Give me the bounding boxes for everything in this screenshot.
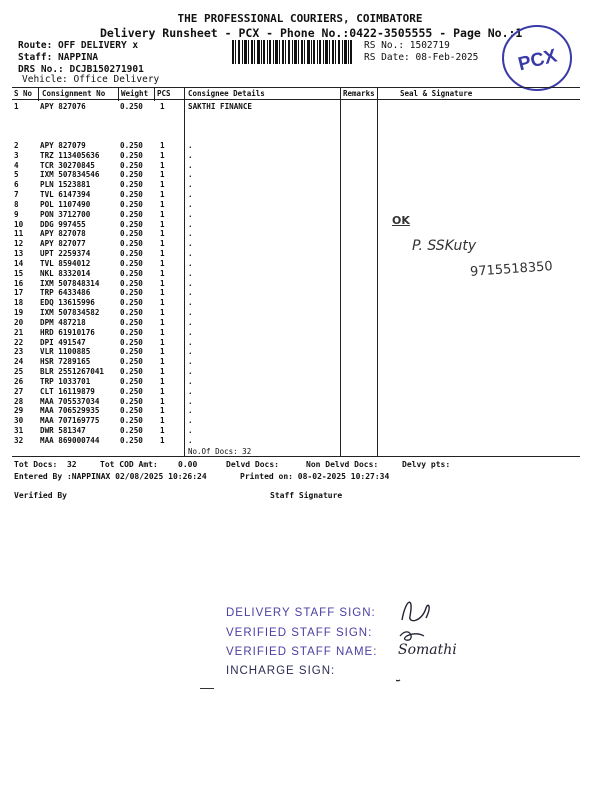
row-consignment: APY 827076 (40, 102, 86, 111)
staff-label: Staff: NAPPINA (18, 52, 99, 63)
table-row (0, 229, 600, 239)
row-weight: 0.250 (120, 190, 143, 200)
handwritten-phone: 9715518350 (469, 259, 554, 280)
row-consignee: . (188, 347, 193, 357)
row-weight: 0.250 (120, 416, 143, 426)
row-weight: 0.250 (120, 199, 143, 209)
row-sno: 19 (14, 308, 24, 318)
row-pcs: 1 (160, 347, 165, 357)
table-row (0, 436, 600, 446)
row-pcs: 1 (160, 258, 165, 268)
row-consignee: . (188, 376, 193, 386)
row-pcs: 1 (160, 170, 165, 180)
entered-by: Entered By :NAPPINAX 02/08/2025 10:26:24 (14, 472, 207, 481)
row-pcs: 1 (160, 298, 165, 308)
row-sno: 6 (14, 180, 19, 190)
col-weight: Weight (121, 89, 149, 98)
stamp-verified-staff-sign: VERIFIED STAFF SIGN: (226, 627, 373, 639)
table-row (0, 249, 600, 259)
table-row (0, 406, 600, 416)
row-pcs: 1 (160, 160, 165, 170)
row-consignment: TRP 1033701 (40, 376, 91, 386)
staff-signature: Staff Signature (270, 491, 343, 500)
row-pcs: 1 (160, 308, 165, 318)
row-consignee: . (188, 268, 193, 278)
table-row (0, 200, 600, 210)
row-weight: 0.250 (120, 239, 143, 249)
row-consignee: . (188, 308, 193, 318)
tot-docs: Tot Docs: 32 (14, 460, 77, 469)
table-row (0, 220, 600, 230)
row-weight: 0.250 (120, 249, 143, 259)
row-weight: 0.250 (120, 406, 143, 416)
table-row (0, 288, 600, 298)
row-weight: 0.250 (120, 288, 143, 298)
row-consignment: PLN 1523881 (40, 180, 91, 190)
col-consignee: Consignee Details (188, 89, 265, 98)
route-label: Route: OFF DELIVERY x (18, 40, 139, 51)
col-remarks: Remarks (343, 89, 375, 98)
row-pcs: 1 (160, 317, 165, 327)
row-consignee: . (188, 150, 193, 160)
row-sno: 5 (14, 170, 19, 180)
row-weight: 0.250 (120, 180, 143, 190)
table-bottom-rule (12, 456, 580, 457)
handwritten-signature: P. SSKuty (412, 238, 477, 254)
row-consignee: . (188, 239, 193, 249)
row-consignee: . (188, 199, 193, 209)
row-consignee: . (188, 141, 193, 150)
col-seal-signature: Seal & Signature (400, 89, 473, 98)
row-pcs: 1 (160, 150, 165, 160)
row-consignee: . (188, 170, 193, 180)
row-consignee: . (188, 190, 193, 200)
row-consignment: TVL 6147394 (40, 190, 91, 200)
row-consignee: . (188, 288, 193, 298)
row-pcs: 1 (160, 376, 165, 386)
rs-date: RS Date: 08-Feb-2025 (364, 52, 479, 63)
row-pcs: 1 (160, 337, 165, 347)
table-row (0, 377, 600, 387)
row-weight: 0.250 (120, 141, 143, 150)
row-consignment: DDG 997455 (40, 219, 86, 229)
stray-mark (200, 688, 214, 689)
row-consignee: . (188, 367, 193, 377)
table-row (0, 347, 600, 357)
row-weight: 0.250 (120, 317, 143, 327)
row-consignee: . (188, 426, 193, 436)
row-sno: 32 (14, 435, 24, 445)
row-consignment: NKL 8332014 (40, 268, 91, 278)
delivered-docs: Delvd Docs: (226, 460, 279, 469)
col-sno: S No (14, 89, 33, 98)
row-sno: 8 (14, 199, 19, 209)
row-sno: 12 (14, 239, 24, 249)
row-weight: 0.250 (120, 357, 143, 367)
table-row (0, 279, 600, 289)
table-row (0, 397, 600, 407)
row-sno: 23 (14, 347, 24, 357)
row-weight: 0.250 (120, 219, 143, 229)
row-pcs: 1 (160, 426, 165, 436)
row-weight: 0.250 (120, 376, 143, 386)
row-weight: 0.250 (120, 209, 143, 219)
row-pcs: 1 (160, 367, 165, 377)
row-consignment: BLR 2551267041 (40, 367, 105, 377)
drs-number: DRS No.: DCJB150271901 (18, 64, 144, 75)
row-pcs: 1 (160, 190, 165, 200)
row-pcs: 1 (160, 386, 165, 396)
row-consignment: EDQ 13615996 (40, 298, 95, 308)
table-row (0, 416, 600, 426)
tot-cod-label: Tot COD Amt: (100, 460, 158, 469)
row-pcs: 1 (160, 357, 165, 367)
row-sno: 9 (14, 209, 19, 219)
row-consignee: . (188, 337, 193, 347)
row-consignment: POL 1107490 (40, 199, 91, 209)
row-sno: 21 (14, 327, 24, 337)
row-pcs: 1 (160, 180, 165, 190)
printed-on: Printed on: 08-02-2025 10:27:34 (240, 472, 390, 481)
row-consignment: TCR 30270845 (40, 160, 95, 170)
row-consignee: . (188, 327, 193, 337)
row-weight: 0.250 (120, 308, 143, 318)
row-weight: 0.250 (120, 150, 143, 160)
row-sno: 15 (14, 268, 24, 278)
row-weight: 0.250 (120, 337, 143, 347)
row-sno: 7 (14, 190, 19, 200)
tot-cod-value: 0.00 (178, 460, 198, 469)
row-sno: 28 (14, 396, 24, 406)
row-weight: 0.250 (120, 278, 143, 288)
row-consignment: TRP 6433486 (40, 288, 91, 298)
row-pcs: 1 (160, 396, 165, 406)
table-header-rule (12, 99, 580, 100)
row-consignee: . (188, 229, 193, 239)
row-sno: 17 (14, 288, 24, 298)
row-consignee: . (188, 219, 193, 229)
row-consignment: APY 827079 (40, 141, 86, 150)
row-weight: 0.250 (120, 170, 143, 180)
row-consignee: . (188, 209, 193, 219)
row-consignment: PON 3712700 (40, 209, 91, 219)
row-consignee: . (188, 406, 193, 416)
row-sno: 18 (14, 298, 24, 308)
row-pcs: 1 (160, 268, 165, 278)
row-consignee: . (188, 160, 193, 170)
table-row (0, 308, 600, 318)
row-consignee: . (188, 258, 193, 268)
pcx-stamp-text: PCX (516, 45, 560, 76)
row-pcs: 1 (160, 141, 165, 150)
row-consignment: TRZ 113405636 (40, 150, 100, 160)
row-sno: 13 (14, 249, 24, 259)
row-pcs: 1 (160, 435, 165, 445)
row-sno: 1 (14, 102, 19, 111)
handwritten-stamp-signatures (396, 594, 476, 694)
verified-by: Verified By (14, 491, 67, 500)
row-weight: 0.250 (120, 367, 143, 377)
row-pcs: 1 (160, 278, 165, 288)
table-row (0, 102, 600, 112)
row-sno: 30 (14, 416, 24, 426)
row-consignee: . (188, 298, 193, 308)
table-row (0, 151, 600, 161)
row-consignment: TVL 8594012 (40, 258, 91, 268)
table-row (0, 318, 600, 328)
table-row (0, 328, 600, 338)
col-consignment: Consignment No (42, 89, 106, 98)
no-of-docs: No.Of Docs: 32 (188, 447, 252, 456)
row-weight: 0.250 (120, 102, 143, 111)
row-sno: 29 (14, 406, 24, 416)
row-consignment: DPM 487218 (40, 317, 86, 327)
pcx-stamp (498, 18, 576, 96)
row-sno: 4 (14, 160, 19, 170)
barcode-image (232, 40, 352, 64)
stamp-delivery-staff-sign: DELIVERY STAFF SIGN: (226, 607, 376, 619)
row-weight: 0.250 (120, 426, 143, 436)
non-delivered-docs: Non Delvd Docs: (306, 460, 379, 469)
row-pcs: 1 (160, 102, 165, 111)
row-consignee: . (188, 396, 193, 406)
row-sno: 26 (14, 376, 24, 386)
row-consignment: VLR 1100885 (40, 347, 91, 357)
row-pcs: 1 (160, 229, 165, 239)
row-consignee: . (188, 416, 193, 426)
table-row (0, 357, 600, 367)
table-row (0, 387, 600, 397)
table-row (0, 298, 600, 308)
row-sno: 25 (14, 367, 24, 377)
row-consignment: DPI 491547 (40, 337, 86, 347)
table-top-rule (12, 87, 580, 88)
row-consignment: APY 827077 (40, 239, 86, 249)
row-consignment: MAA 705537034 (40, 396, 100, 406)
table-row (0, 210, 600, 220)
row-consignee: . (188, 317, 193, 327)
handwritten-ok: OK (392, 214, 410, 227)
row-sno: 16 (14, 278, 24, 288)
table-row (0, 180, 600, 190)
table-row (0, 367, 600, 377)
row-consignment: IXM 507834582 (40, 308, 100, 318)
row-weight: 0.250 (120, 435, 143, 445)
table-row (0, 170, 600, 180)
row-pcs: 1 (160, 249, 165, 259)
row-consignment: HRD 61910176 (40, 327, 95, 337)
row-pcs: 1 (160, 199, 165, 209)
table-row (0, 190, 600, 200)
row-sno: 2 (14, 141, 19, 150)
row-consignment: HSR 7289165 (40, 357, 91, 367)
row-sno: 31 (14, 426, 24, 436)
table-row (0, 161, 600, 171)
stamp-verified-staff-name: VERIFIED STAFF NAME: (226, 646, 378, 658)
row-weight: 0.250 (120, 298, 143, 308)
row-sno: 24 (14, 357, 24, 367)
row-consignment: DWR 581347 (40, 426, 86, 436)
row-sno: 10 (14, 219, 24, 229)
row-sno: 27 (14, 386, 24, 396)
row-consignment: IXM 507834546 (40, 170, 100, 180)
row-pcs: 1 (160, 239, 165, 249)
row-consignment: APY 827078 (40, 229, 86, 239)
row-sno: 3 (14, 150, 19, 160)
row-weight: 0.250 (120, 386, 143, 396)
row-consignment: IXM 507848314 (40, 278, 100, 288)
row-consignment: MAA 706529935 (40, 406, 100, 416)
delivery-points: Delvy pts: (402, 460, 451, 469)
company-title: THE PROFESSIONAL COURIERS, COIMBATORE (177, 12, 423, 25)
row-consignment: CLT 16119879 (40, 386, 95, 396)
row-consignment: UPT 2259374 (40, 249, 91, 259)
rs-number: RS No.: 1502719 (364, 40, 450, 51)
table-row (0, 239, 600, 249)
row-sno: 14 (14, 258, 24, 268)
col-pcs: PCS (157, 89, 171, 98)
table-row (0, 338, 600, 348)
row-weight: 0.250 (120, 327, 143, 337)
row-consignee: . (188, 180, 193, 190)
row-weight: 0.250 (120, 268, 143, 278)
row-weight: 0.250 (120, 347, 143, 357)
row-consignee: . (188, 435, 193, 445)
row-consignee: . (188, 278, 193, 288)
row-sno: 11 (14, 229, 24, 239)
row-weight: 0.250 (120, 258, 143, 268)
row-sno: 22 (14, 337, 24, 347)
row-consignee: . (188, 386, 193, 396)
vehicle-label: Vehicle: Office Delivery (22, 74, 160, 85)
row-consignee: . (188, 357, 193, 367)
row-pcs: 1 (160, 288, 165, 298)
row-weight: 0.250 (120, 396, 143, 406)
row-consignment: MAA 707169775 (40, 416, 100, 426)
row-consignee: SAKTHI FINANCE (188, 102, 253, 111)
row-consignment: MAA 869000744 (40, 435, 100, 445)
runsheet-title: Delivery Runsheet - PCX - Phone No.:0422-3505555 - Page No.:1 (100, 26, 523, 40)
row-sno: 20 (14, 317, 24, 327)
row-pcs: 1 (160, 327, 165, 337)
row-weight: 0.250 (120, 160, 143, 170)
row-pcs: 1 (160, 209, 165, 219)
row-consignee: . (188, 249, 193, 259)
row-pcs: 1 (160, 219, 165, 229)
stamp-incharge-sign: INCHARGE SIGN: (226, 665, 336, 677)
row-pcs: 1 (160, 406, 165, 416)
row-pcs: 1 (160, 416, 165, 426)
table-row (0, 426, 600, 436)
table-row (0, 141, 600, 151)
handwritten-staff-name: Somathi (398, 642, 457, 658)
row-weight: 0.250 (120, 229, 143, 239)
